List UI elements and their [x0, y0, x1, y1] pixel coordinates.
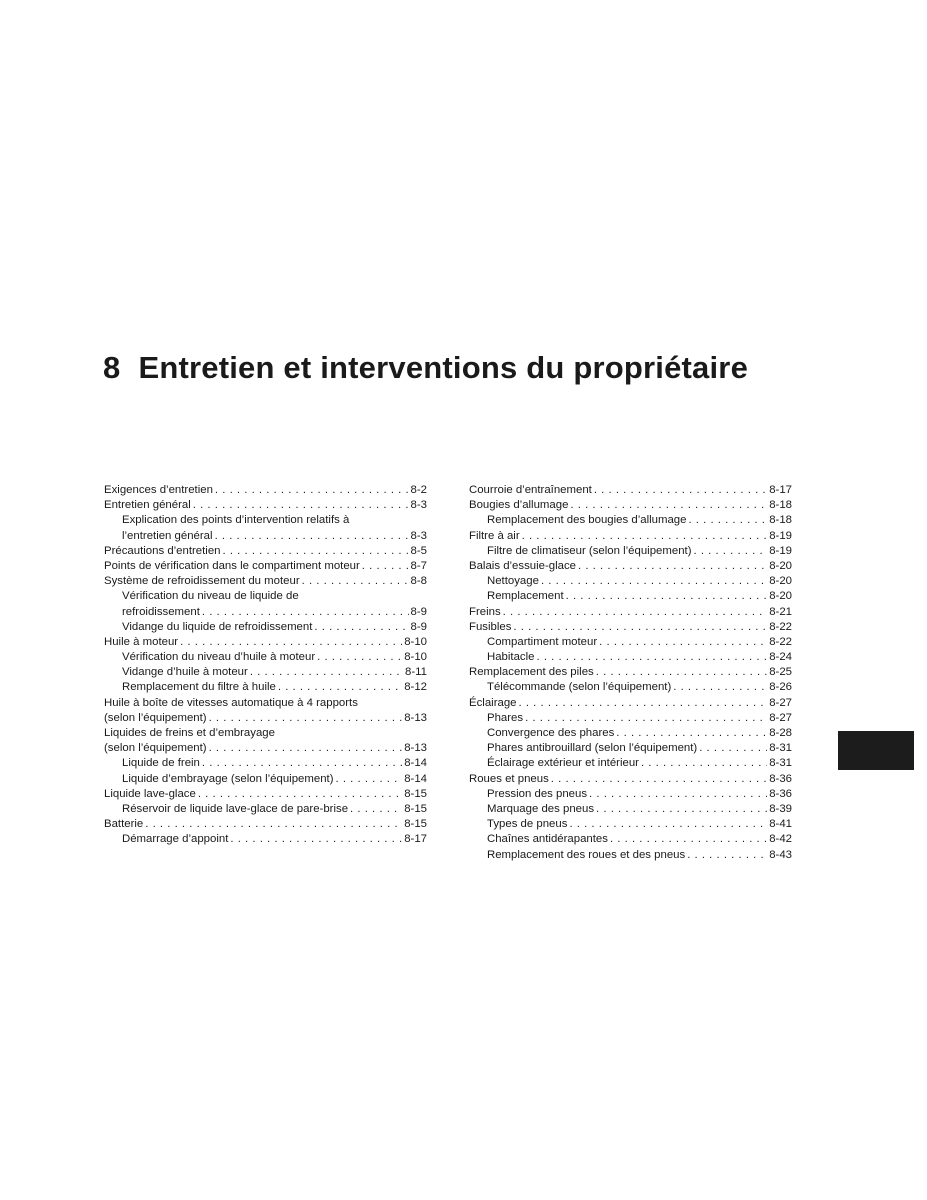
toc-entry-title: Liquide d’embrayage (selon l’équipement): [122, 772, 334, 785]
toc-entry-page: 8-12: [404, 681, 427, 694]
toc-entry-title: Marquage des pneus: [487, 802, 595, 815]
toc-dot-leader: [589, 787, 767, 802]
toc-entry: [469, 529, 792, 544]
toc-entry-page: 8-10: [404, 635, 427, 648]
toc-dot-leader: [193, 498, 409, 513]
toc-dot-leader: [336, 772, 403, 787]
toc-entry-title: Éclairage: [469, 696, 517, 709]
toc-entry-title: Filtre à air: [469, 529, 520, 542]
toc-dot-leader: [693, 544, 767, 559]
toc-entry-page: 8-14: [404, 757, 427, 770]
toc-entry: [104, 574, 427, 589]
toc-entry-page: 8-17: [769, 484, 792, 496]
toc-entry-title: Vidange du liquide de refroidissement: [122, 620, 313, 633]
toc-entry: [469, 848, 792, 863]
toc-entry-page: 8-15: [404, 787, 427, 800]
toc-entry: [469, 574, 792, 589]
toc-entry-title: Démarrage d’appoint: [122, 833, 229, 846]
toc-entry-page: 8-42: [769, 833, 792, 846]
toc-dot-leader: [223, 544, 409, 559]
toc-entry-page: 8-3: [410, 499, 427, 512]
toc-entry-title: Vidange d’huile à moteur: [122, 666, 248, 679]
toc-entry: [104, 650, 427, 665]
toc-entry-page: 8-13: [404, 742, 427, 755]
toc-entry-title: Entretien général: [104, 499, 191, 512]
toc-entry-title: Éclairage extérieur et intérieur: [487, 757, 639, 770]
toc-entry-title: Points de vérification dans le compartiment moteur: [104, 559, 360, 572]
toc-entry-title: Filtre de climatiseur (selon l’équipement): [487, 544, 692, 557]
toc-entry: [104, 711, 427, 726]
toc-dot-leader: [215, 483, 409, 498]
toc-entry-title: Types de pneus: [487, 818, 568, 831]
toc-entry-title: Convergence des phares: [487, 727, 615, 739]
toc-entry-title: Liquide lave-glace: [104, 787, 196, 800]
toc-entry-page: 8-41: [769, 818, 792, 831]
toc-entry: [469, 620, 792, 635]
toc-entry-page: 8-2: [410, 484, 427, 496]
chapter-title: [103, 350, 748, 386]
toc-entry: [469, 711, 792, 726]
toc-entry-page: 8-10: [404, 651, 427, 664]
toc-entry: [469, 787, 792, 802]
toc-entry-title: Liquides de freins et d’embrayage: [104, 727, 275, 739]
toc-dot-leader: [180, 635, 402, 650]
toc-entry: [104, 605, 427, 620]
toc-entry-title: (selon l’équipement): [104, 742, 207, 755]
toc-entry-title: Balais d’essuie-glace: [469, 559, 577, 572]
toc-entry-title: Habitacle: [487, 651, 535, 664]
toc-entry-title: Phares: [487, 711, 524, 724]
toc-dot-leader: [202, 605, 409, 620]
toc-entry-page: 8-18: [769, 514, 792, 527]
toc-entry-title: Vérification du niveau de liquide de: [122, 590, 299, 603]
toc-entry-page: 8-31: [769, 757, 792, 770]
toc-entry-page: 8-18: [769, 499, 792, 512]
toc-entry: [469, 772, 792, 787]
toc-entry-page: 8-27: [769, 696, 792, 709]
toc-entry: [104, 741, 427, 756]
toc-entry: [104, 589, 427, 604]
toc-dot-leader: [145, 817, 402, 832]
toc-entry-title: Précautions d’entretien: [104, 544, 221, 557]
toc-entry-title: Huile à boîte de vitesses automatique à 4 rapports: [104, 696, 358, 709]
toc-dot-leader: [525, 711, 767, 726]
toc-entry: [469, 817, 792, 832]
toc-dot-leader: [215, 529, 409, 544]
toc-right-column: [469, 483, 792, 863]
toc-entry: [104, 817, 427, 832]
toc-entry-title: Remplacement des piles: [469, 666, 594, 679]
toc-entry: [104, 802, 427, 817]
toc-entry: [104, 680, 427, 695]
toc-entry-page: 8-22: [769, 620, 792, 633]
toc-dot-leader: [596, 665, 767, 680]
toc-entry-page: 8-25: [769, 666, 792, 679]
toc-entry-page: 8-26: [769, 681, 792, 694]
toc-entry: [469, 498, 792, 513]
toc-dot-leader: [503, 605, 768, 620]
toc-entry-title: Bougies d’allumage: [469, 499, 569, 512]
toc-entry-title: (selon l’équipement): [104, 711, 207, 724]
toc-entry-title: Nettoyage: [487, 575, 539, 588]
toc-entry-page: 8-7: [410, 559, 427, 572]
toc-entry-page: 8-11: [405, 666, 427, 679]
toc-entry: [469, 741, 792, 756]
toc-dot-leader: [198, 787, 402, 802]
toc-entry: [469, 680, 792, 695]
toc-entry: [469, 696, 792, 711]
toc-dot-leader: [230, 832, 402, 847]
toc-dot-leader: [673, 680, 767, 695]
toc-entry-title: Courroie d’entraînement: [469, 484, 592, 496]
toc-dot-leader: [616, 726, 767, 741]
toc-entry-title: Remplacement: [487, 590, 564, 603]
toc-dot-leader: [302, 574, 409, 589]
toc-entry-page: 8-20: [769, 575, 792, 588]
toc-entry-title: Réservoir de liquide lave-glace de pare-brise: [122, 802, 349, 815]
toc-dot-leader: [519, 696, 768, 711]
toc-entry-title: Chaînes antidérapantes: [487, 833, 608, 846]
toc-entry: [469, 832, 792, 847]
toc-dot-leader: [578, 559, 767, 574]
toc-entry-title: Remplacement des bougies d’allumage: [487, 514, 687, 527]
toc-entry: [469, 650, 792, 665]
toc-entry: [104, 544, 427, 559]
toc-entry-title: Batterie: [104, 818, 144, 831]
toc-entry-title: Système de refroidissement du moteur: [104, 575, 300, 588]
toc-entry: [469, 483, 792, 498]
toc-entry-title: Remplacement des roues et des pneus: [487, 848, 686, 861]
toc-dot-leader: [541, 574, 767, 589]
toc-entry-page: 8-15: [404, 802, 427, 815]
chapter-tab-marker: [838, 731, 914, 770]
toc-entry-title: Liquide de frein: [122, 757, 200, 770]
toc-entry: [104, 620, 427, 635]
toc-entry: [104, 832, 427, 847]
chapter-number: 8: [103, 350, 121, 385]
toc-entry: [469, 544, 792, 559]
toc-entry-title: Freins: [469, 605, 501, 618]
toc-entry-title: Roues et pneus: [469, 772, 549, 785]
toc-dot-leader: [551, 772, 767, 787]
toc-left-column: [104, 483, 427, 848]
toc-dot-leader: [569, 817, 767, 832]
toc-entry-page: 8-43: [769, 848, 792, 861]
toc-dot-leader: [687, 848, 767, 863]
toc-entry: [469, 635, 792, 650]
toc-entry-title: Pression des pneus: [487, 787, 588, 800]
toc-entry-page: 8-39: [769, 802, 792, 815]
toc-entry-page: 8-36: [769, 787, 792, 800]
toc-dot-leader: [699, 741, 767, 756]
toc-entry-title: refroidissement: [122, 605, 200, 618]
toc-dot-leader: [314, 620, 408, 635]
toc-entry: [104, 635, 427, 650]
toc-dot-leader: [537, 650, 768, 665]
toc-dot-leader: [202, 756, 402, 771]
toc-dot-leader: [688, 513, 767, 528]
toc-entry-page: 8-22: [769, 635, 792, 648]
toc-dot-leader: [278, 680, 402, 695]
chapter-title-text: Entretien et interventions du propriétaire: [138, 350, 749, 385]
toc-entry: [469, 513, 792, 528]
toc-entry: [104, 483, 427, 498]
toc-entry-page: 8-19: [769, 529, 792, 542]
toc-entry-title: Phares antibrouillard (selon l’équipement): [487, 742, 698, 755]
toc-entry-page: 8-28: [769, 727, 792, 739]
toc-entry: [104, 726, 427, 741]
toc-entry: [104, 787, 427, 802]
toc-dot-leader: [317, 650, 402, 665]
toc-entry-page: 8-19: [769, 544, 792, 557]
toc-entry-page: 8-3: [410, 529, 427, 542]
toc-dot-leader: [566, 589, 768, 604]
toc-entry-page: 8-8: [410, 575, 427, 588]
toc-entry-page: 8-15: [404, 818, 427, 831]
toc-entry-page: 8-20: [769, 590, 792, 603]
toc-dot-leader: [513, 620, 767, 635]
toc-entry: [469, 665, 792, 680]
toc-entry-title: l’entretien général: [122, 529, 213, 542]
toc-entry-page: 8-21: [769, 605, 792, 618]
toc-entry: [104, 513, 427, 528]
toc-dot-leader: [599, 635, 767, 650]
toc-entry: [104, 756, 427, 771]
toc-entry: [469, 756, 792, 771]
toc-entry-page: 8-14: [404, 772, 427, 785]
toc-entry-page: 8-9: [410, 620, 427, 633]
toc-entry: [469, 802, 792, 817]
toc-entry-page: 8-24: [769, 651, 792, 664]
toc-entry-title: Explication des points d’intervention relatifs à: [122, 514, 350, 527]
toc-entry-page: 8-9: [410, 605, 427, 618]
toc-entry-title: Compartiment moteur: [487, 635, 598, 648]
toc-entry-page: 8-31: [769, 742, 792, 755]
toc-dot-leader: [209, 741, 403, 756]
toc-entry: [104, 665, 427, 680]
toc-entry: [469, 559, 792, 574]
toc-entry: [469, 726, 792, 741]
toc-dot-leader: [209, 711, 403, 726]
toc-dot-leader: [610, 832, 767, 847]
toc-entry-title: Fusibles: [469, 620, 512, 633]
toc-entry-page: 8-17: [404, 833, 427, 846]
toc-entry-title: Huile à moteur: [104, 635, 179, 648]
toc-entry: [104, 529, 427, 544]
toc-entry-title: Vérification du niveau d’huile à moteur: [122, 651, 316, 664]
toc-dot-leader: [596, 802, 767, 817]
toc-dot-leader: [522, 529, 768, 544]
toc-entry-page: 8-27: [769, 711, 792, 724]
toc-entry-title: Télécommande (selon l’équipement): [487, 681, 672, 694]
toc-entry-page: 8-20: [769, 559, 792, 572]
toc-entry-title: Remplacement du filtre à huile: [122, 681, 276, 694]
toc-dot-leader: [250, 665, 403, 680]
toc-entry: [469, 605, 792, 620]
toc-entry: [104, 559, 427, 574]
toc-entry-title: Exigences d’entretien: [104, 484, 213, 496]
toc-entry: [104, 696, 427, 711]
toc-entry-page: 8-13: [404, 711, 427, 724]
toc-dot-leader: [594, 483, 767, 498]
toc-dot-leader: [641, 756, 767, 771]
toc-dot-leader: [570, 498, 767, 513]
toc-dot-leader: [362, 559, 409, 574]
toc-entry: [469, 589, 792, 604]
toc-entry-page: 8-36: [769, 772, 792, 785]
toc-entry: [104, 772, 427, 787]
toc-dot-leader: [350, 802, 402, 817]
toc-entry-page: 8-5: [410, 544, 427, 557]
toc-entry: [104, 498, 427, 513]
